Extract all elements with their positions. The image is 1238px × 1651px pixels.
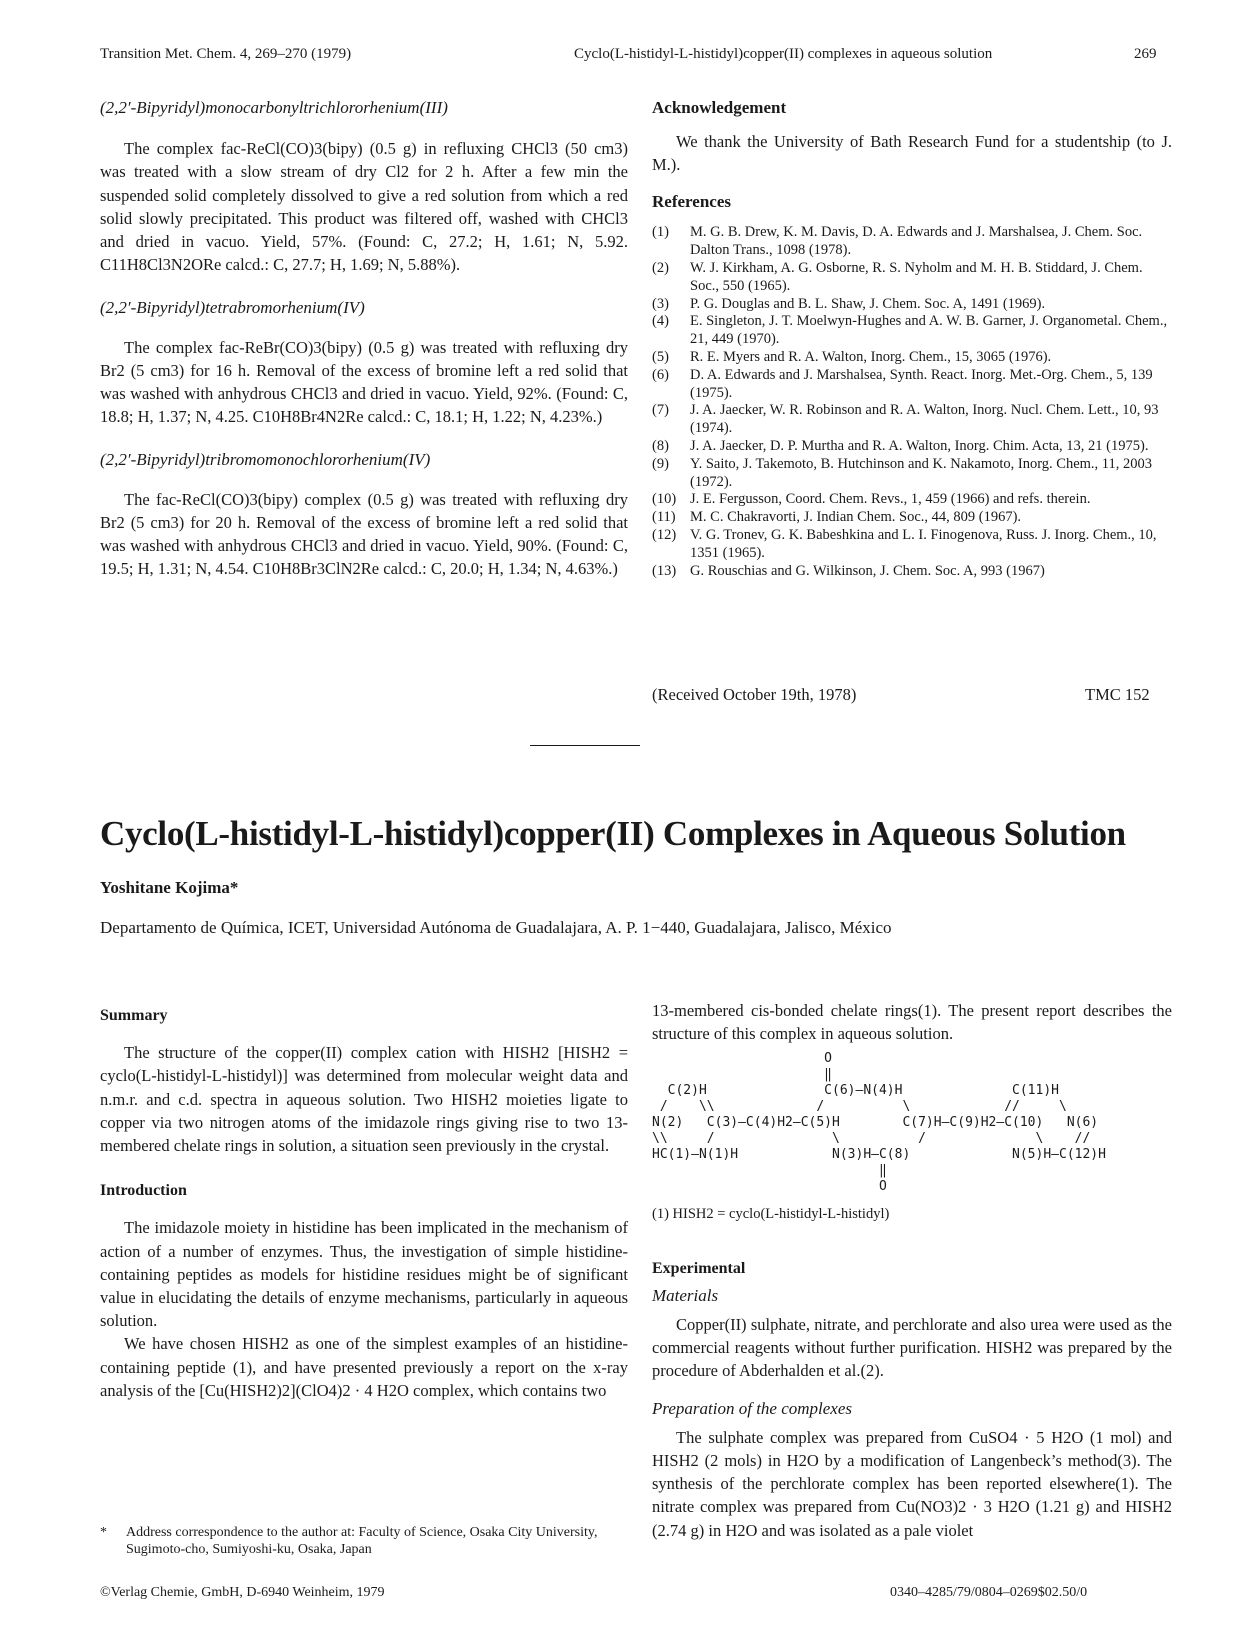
reference-item: (11) M. C. Chakravorti, J. Indian Chem. Soc., 44, 809 (1967). (652, 509, 1022, 526)
author-affiliation: Departamento de Química, ICET, Universidad Autónoma de Guadalajara, A. P. 1−440, Guadalajara, Jalisco, México (100, 918, 892, 937)
introduction-heading: Introduction (100, 1182, 187, 1200)
author-name: Yoshitane Kojima* (100, 878, 239, 897)
materials-text: Copper(II) sulphate, nitrate, and perchlorate and also urea were used as the commercial reagents without further purification. HISH2 was prepared by the procedure of Abderhalden et al.(2). (652, 1315, 1172, 1381)
introduction-paragraph-1: The imidazole moiety in histidine has been implicated in the mechanism of action of a number of enzymes. Thus, the investigation of simple histidine-containing peptides as models for histidine residues might be of significant value in elucidating the details of enzyme mechanisms, particularly in aqueous solution. (100, 1218, 628, 1331)
running-title: Cyclo(L-histidyl-L-histidyl)copper(II) complexes in aqueous solution (574, 46, 993, 62)
materials-heading: Materials (652, 1285, 719, 1305)
summary-text: The structure of the copper(II) complex cation with HISH2 [HISH2 = cyclo(L-histidyl-L-histidyl)] was determined from molecular weight data and n.m.r. and c.d. spectra in aqueous solution. Two HISH2 moieties ligate to copper via two nitrogen atoms of the imidazole rings giving rise to two 13-membered chelate rings in solution, a situation seen previously in the crystal. (100, 1043, 628, 1156)
reference-item: (2) W. J. Kirkham, A. G. Osborne, R. S. Nyholm and M. H. B. Stiddard, J. Chem. Soc., 550 (1965). (652, 260, 1143, 294)
reference-item: (8) J. A. Jaecker, D. P. Murtha and R. A. Walton, Inorg. Chim. Acta, 13, 21 (1975). (652, 437, 1149, 454)
article-right-column (652, 999, 1172, 1542)
footnote-marker: * (100, 1525, 107, 1540)
footnote (100, 1524, 628, 1558)
received-date: (Received October 19th, 1978) (652, 685, 857, 704)
section-title-trichlororhenium: (2,2′-Bipyridyl)monocarbonyltrichlororhenium(III) (100, 98, 448, 117)
acknowledgement-heading: Acknowledgement (652, 98, 787, 117)
reference-item: (6) D. A. Edwards and J. Marshalsea, Synth. React. Inorg. Met.-Org. Chem., 5, 139 (1975). (652, 366, 1153, 401)
article-title: Cyclo(L-histidyl-L-histidyl)copper(II) Complexes in Aqueous Solution (100, 814, 1126, 853)
reference-item: (3) P. G. Douglas and B. L. Shaw, J. Chem. Soc. A, 1491 (1969). (652, 295, 1046, 312)
footnote-text: Address correspondence to the author at: Faculty of Science, Osaka City University, Sugimoto-cho, Sumiyoshi-ku, Osaka, Japan (126, 1525, 598, 1557)
reference-item: (12) V. G. Tronev, G. K. Babeshkina and L. I. Finogenova, Russ. J. Inorg. Chem., 10, 1351 (1965). (652, 526, 1157, 561)
price-code: 0340–4285/79/0804–0269$02.50/0 (890, 1585, 1088, 1600)
preparation-text: The sulphate complex was prepared from CuSO4 · 5 H2O (1 mol) and HISH2 (2 mols) in H2O by a modification of Langenbeck’s method(3). The synthesis of the perchlorate complex has been reported elsewhere(1). The nitrate complex was prepared from Cu(NO3)2 · 3 H2O (1.21 g) and HISH2 (2.74 g) in H2O and was isolated as a pale violet (652, 1427, 1172, 1540)
introduction-paragraph-2: We have chosen HISH2 as one of the simplest examples of an histidine-containing peptide (1), and have presented previously a report on the x-ray analysis of the [Cu(HISH2)2](ClO4)2 · 4 H2O complex, which contains two (100, 1334, 628, 1400)
hish2-structure-diagram: O ‖ C(2)H C(6)–N(4)H C(11)H / \\ / \ // \ N(2) C(3)–C(4)H2–C(5)H C(7)H–C(9)H2–C(10) N(6) \\ / \ / \ // HC(1)–N(1)H N(3)H–C(8) N(5)H–C(12)H ‖ O (652, 1051, 1106, 1195)
reference-item: (10) J. E. Fergusson, Coord. Chem. Revs., 1, 459 (1966) and refs. therein. (652, 491, 1091, 508)
experimental-heading: Experimental (652, 1259, 746, 1277)
paragraph-tribromochlororhenium: The fac-ReCl(CO)3(bipy) complex (0.5 g) was treated with refluxing dry Br2 (5 cm3) for 20 h. Removal of the excess of bromine left a red solid that was washed with anhydrous CHCl3 and dried in vacuo. Yield, 90%. (Found: C, 19.5; H, 1.31; N, 4.54. C10H8Br3ClN2Re calcd.: C, 20.0; H, 1.34; N, 4.63%.) (100, 489, 628, 579)
copyright-line: ©Verlag Chemie, GmbH, D-6940 Weinheim, 1979 (100, 1585, 385, 1600)
summary-heading: Summary (100, 1007, 168, 1024)
references-heading: References (652, 192, 731, 212)
reference-item: (9) Y. Saito, J. Takemoto, B. Hutchinson and K. Nakamoto, Inorg. Chem., 11, 2003 (1972). (652, 455, 1153, 490)
structure-caption: (1) HISH2 = cyclo(L-histidyl-L-histidyl) (652, 1206, 890, 1223)
reference-list (652, 224, 1172, 580)
paragraph-tetrabromorhenium: The complex fac-ReBr(CO)3(bipy) (0.5 g) was treated with refluxing dry Br2 (5 cm3) for 16 h. Removal of the excess of bromine left a red solid that was washed with anhydrous CHCl3 and dried in vacuo. Yield, 92%. (Found: C, 18.8; H, 1.37; N, 4.25. C10H8Br4N2Re calcd.: C, 18.1; H, 1.22; N, 4.23%.) (100, 337, 628, 427)
article-code: TMC 152 (1085, 685, 1150, 704)
separator-rule (530, 745, 640, 746)
right-intro-paragraph: 13-membered cis-bonded chelate rings(1). The present report describes the structure of this complex in aqueous solution. (652, 1001, 1172, 1044)
article-left-column (100, 1004, 628, 1402)
reference-item: (5) R. E. Myers and R. A. Walton, Inorg. Chem., 15, 3065 (1976). (652, 348, 1052, 365)
section-title-tribromochlororhenium: (2,2′-Bipyridyl)tribromomonochlororhenium(IV) (100, 450, 431, 470)
paragraph-trichlororhenium: The complex fac-ReCl(CO)3(bipy) (0.5 g) in refluxing CHCl3 (50 cm3) was treated with a slow stream of dry Cl2 for 2 h. After a few min the suspended solid completely dissolved to give a red solution from which a red solid slowly precipitated. This product was filtered off, washed with CHCl3 and dried in vacuo. Yield, 57%. (Found: C, 27.2; H, 1.61; N, 5.92. C11H8Cl3N2ORe calcd.: C, 27.7; H, 1.69; N, 5.88%). (100, 139, 628, 275)
page-number: 269 (1134, 46, 1157, 62)
reference-item: (1) M. G. B. Drew, K. M. Davis, D. A. Edwards and J. Marshalsea, J. Chem. Soc. Dalton Trans., 1098 (1978). (652, 224, 1143, 259)
reference-item: (4) E. Singleton, J. T. Moelwyn-Hughes and A. W. B. Garner, J. Organometal. Chem., 21, 449 (1970). (652, 313, 1168, 348)
reference-item: (7) J. A. Jaecker, W. R. Robinson and R. A. Walton, Inorg. Nucl. Chem. Lett., 10, 93 (1974). (652, 402, 1159, 437)
prev-article-left-column (100, 96, 628, 580)
preparation-heading: Preparation of the complexes (652, 1398, 853, 1418)
prev-article-right-column (652, 98, 1172, 580)
acknowledgement-text: We thank the University of Bath Research Fund for a studentship (to J. M.). (652, 132, 1172, 175)
reference-item: (13) G. Rouschias and G. Wilkinson, J. Chem. Soc. A, 993 (1967) (652, 562, 1045, 579)
journal-citation: Transition Met. Chem. 4, 269–270 (1979) (100, 46, 352, 62)
section-title-tetrabromorhenium: (2,2′-Bipyridyl)tetrabromorhenium(IV) (100, 298, 365, 318)
